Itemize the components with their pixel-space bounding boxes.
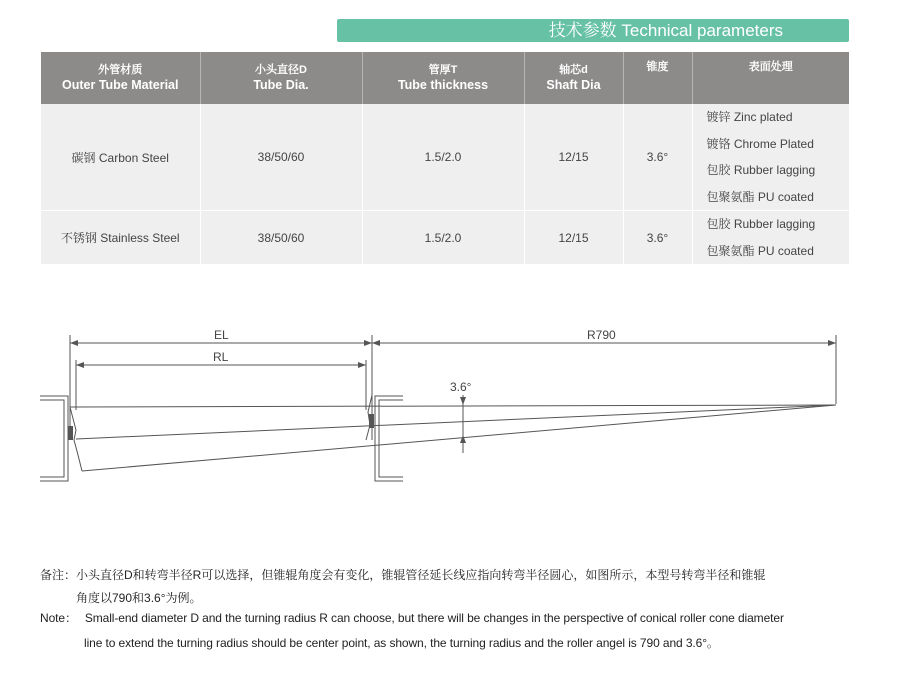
header-taper: 锥度: [623, 52, 692, 104]
surface-item: 包聚氨酯 PU coated: [706, 243, 814, 258]
parameters-table: [41, 52, 849, 264]
el-label: EL: [214, 328, 229, 342]
cell-taper: 3.6°: [623, 211, 692, 265]
rl-label: RL: [213, 350, 229, 364]
radius-label: R790: [587, 328, 616, 342]
cell-taper: 3.6°: [623, 104, 692, 211]
conical-roller-diagram: [0, 300, 916, 500]
roller-top-line: [70, 405, 836, 407]
cell-tube-thickness: 1.5/2.0: [362, 104, 524, 211]
cell-tube-thickness: 1.5/2.0: [362, 211, 524, 265]
header-tube-thickness: 管厚T Tube thickness: [362, 52, 524, 104]
cell-surface: [692, 211, 849, 265]
surface-item: 镀锌 Zinc plated: [706, 110, 793, 124]
surface-item: 包胶 Rubber lagging: [706, 163, 816, 177]
table-row: [41, 211, 849, 265]
note-cn: [40, 566, 765, 606]
table-header-row: [41, 52, 849, 104]
surface-item: 包胶 Rubber lagging: [706, 217, 816, 231]
table-row: [41, 104, 849, 211]
right-frame: [375, 396, 403, 481]
section-title: 技术参数 Technical parameters: [337, 19, 849, 42]
cell-shaft-dia: 12/15: [524, 211, 623, 265]
cell-material: 碳钢 Carbon Steel: [41, 104, 200, 211]
cell-shaft-dia: 12/15: [524, 104, 623, 211]
header-material: 外管材质 Outer Tube Material: [41, 52, 200, 104]
roller-axis-line: [76, 405, 836, 439]
header-tube-dia: 小头直径D Tube Dia.: [200, 52, 362, 104]
cell-material: 不锈钢 Stainless Steel: [41, 211, 200, 265]
left-frame: [40, 396, 68, 481]
note-en: [40, 609, 784, 651]
angle-label: 3.6°: [450, 380, 472, 394]
note-cn-line1: 小头直径D和转弯半径R可以选择，但锥辊角度会有变化，锥辊管径延长线应指向转弯半径圆心，如图所示，本型号转弯半径和锥辊: [76, 568, 766, 582]
cell-tube-dia: 38/50/60: [200, 211, 362, 265]
note-cn-prefix: 备注：: [40, 568, 77, 582]
note-cn-line2: 角度以790和3.6°为例。: [76, 591, 202, 605]
cell-surface: [692, 104, 849, 211]
header-shaft-dia: 轴芯d Shaft Dia: [524, 52, 623, 104]
cell-tube-dia: 38/50/60: [200, 104, 362, 211]
note-en-prefix: Note：: [40, 611, 77, 625]
surface-item: 包聚氨酯 PU coated: [706, 189, 814, 204]
note-en-line1: Small-end diameter D and the turning radius R can choose, but there will be changes in the perspective of conical roller cone diameter: [84, 611, 784, 625]
header-surface: 表面处理: [692, 52, 849, 104]
note-en-line2: line to extend the turning radius should be center point, as shown, the turning radius and the roller angel is 790 and 3.6°。: [84, 636, 719, 650]
surface-item: 镀铬 Chrome Plated: [706, 136, 814, 151]
roller-bottom-line: [82, 405, 836, 471]
